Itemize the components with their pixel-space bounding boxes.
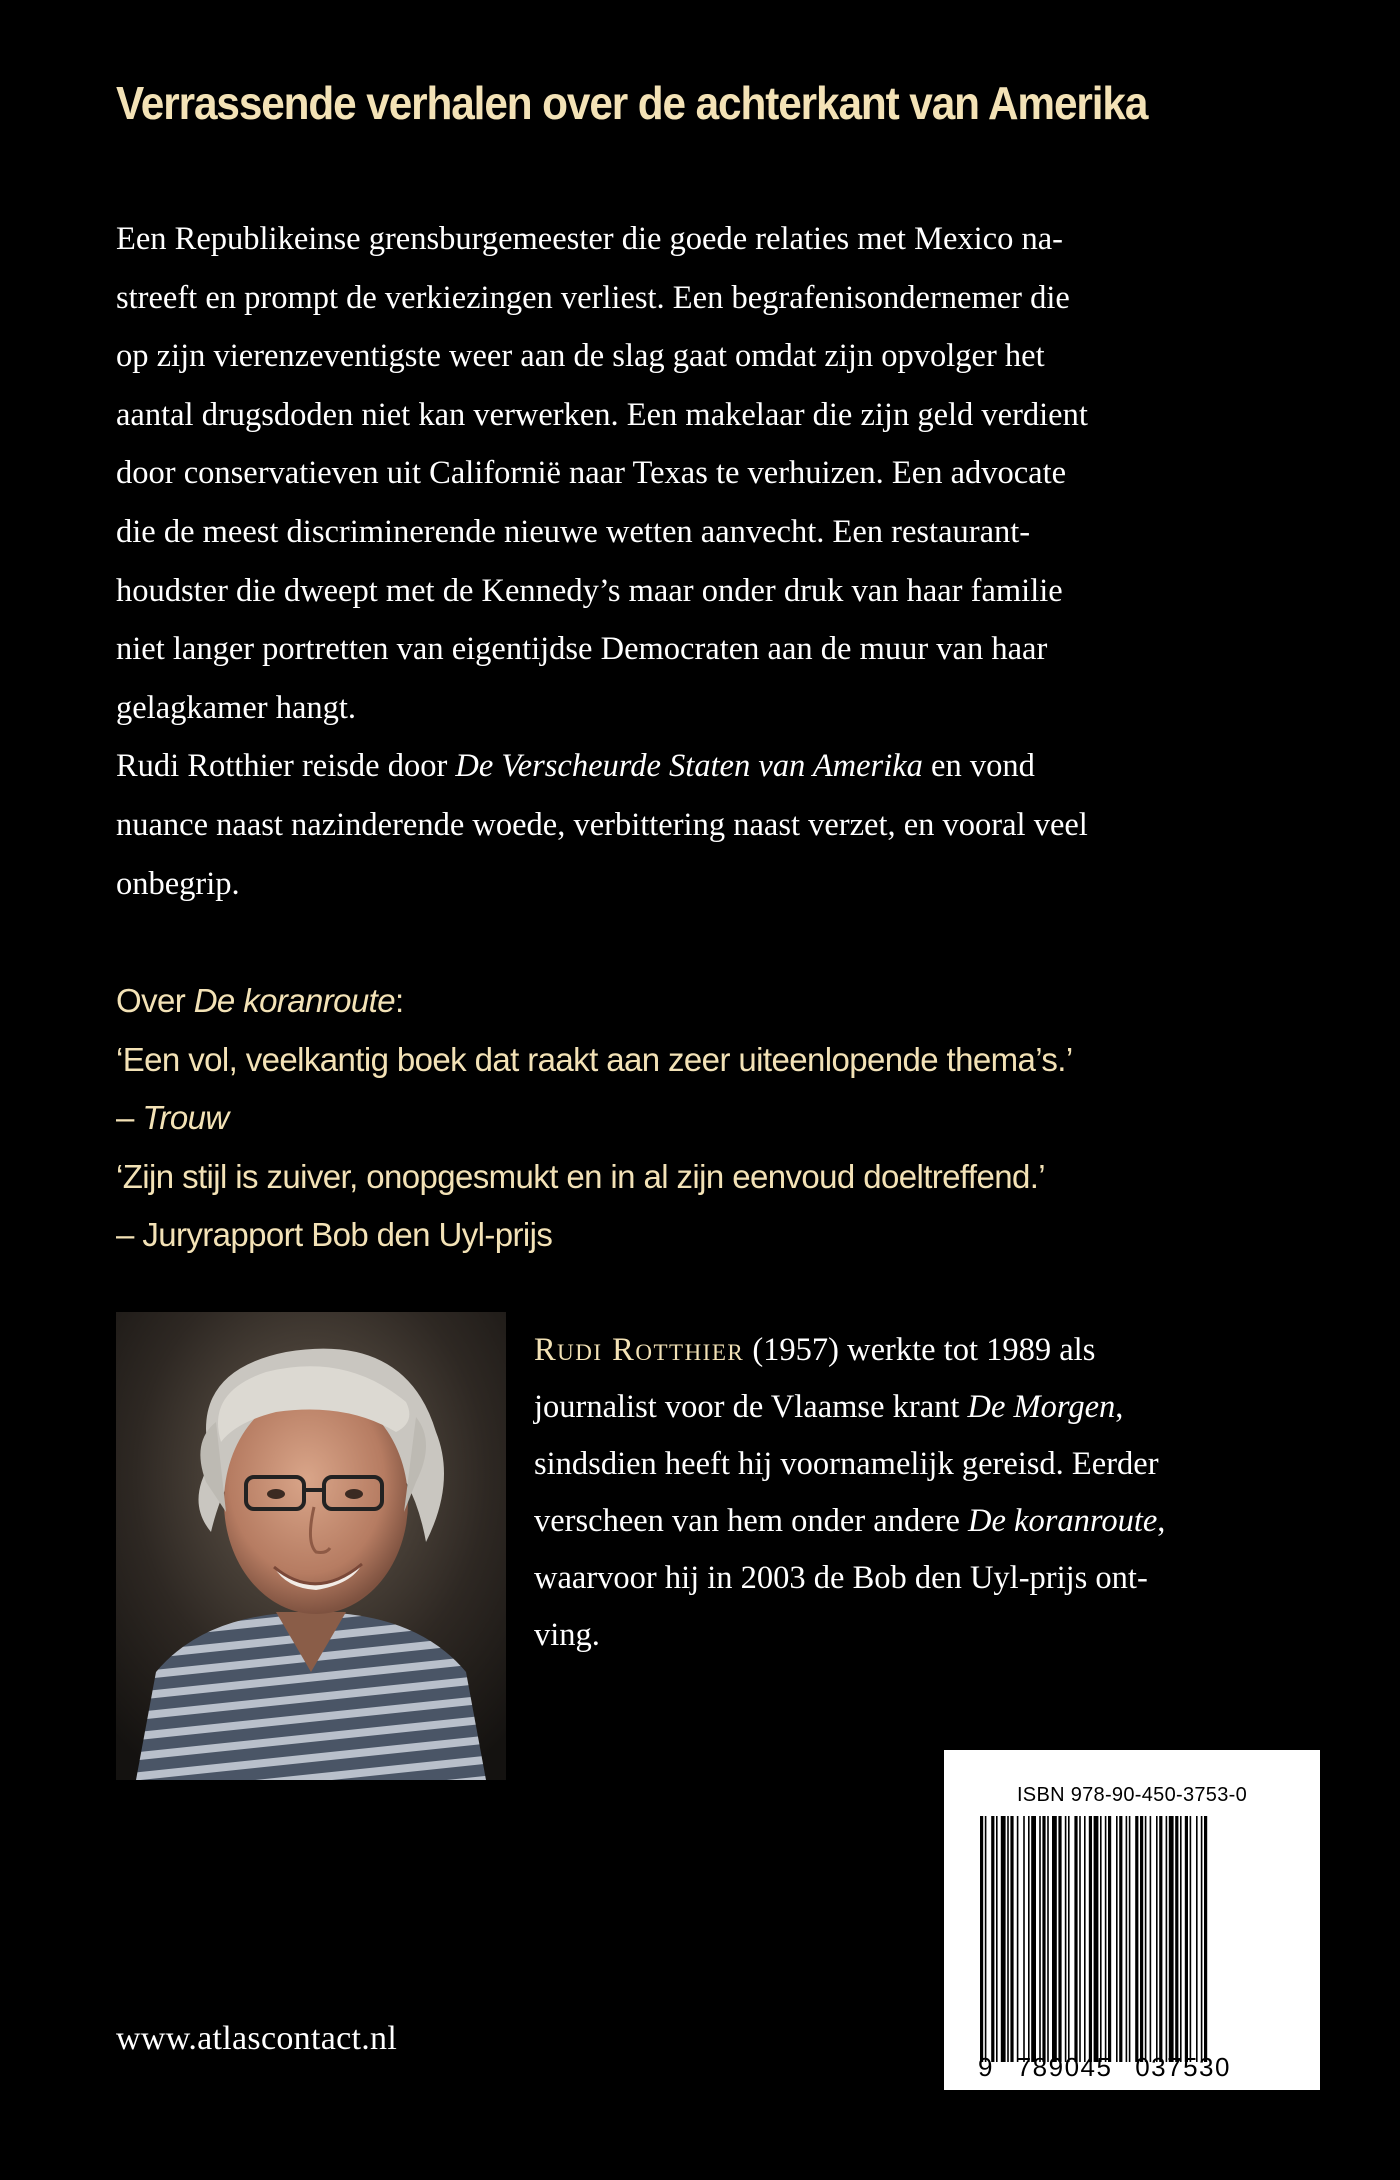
blurb-line: niet langer portretten van eigentijdse Democraten aan de muur van haar: [116, 631, 1048, 668]
blurb-text: [116, 210, 1316, 913]
blurb-line: aantal drugsdoden niet kan verwerken. Een makelaar die zijn geld verdient: [116, 396, 1088, 433]
author-portrait-illustration: [116, 1312, 506, 1780]
barcode-bar: [1079, 1816, 1081, 2062]
barcode-digits: [978, 2052, 1298, 2083]
barcode-bar: [996, 1816, 998, 2062]
barcode-bar: [1201, 1816, 1203, 2062]
barcode-bars: [980, 1816, 1284, 2062]
bio-line: sindsdien heeft hij voornamelijk gereisd. Eerder: [534, 1446, 1159, 1482]
barcode-digit-first: 9: [978, 2052, 994, 2082]
barcode-bar: [1145, 1816, 1147, 2062]
barcode-bar: [985, 1816, 987, 2062]
barcode-digit-group: 037530: [1135, 2052, 1231, 2082]
quote-source: – Juryrapport Bob den Uyl-prijs: [116, 1216, 553, 1254]
bio-line: [534, 1322, 1314, 1379]
barcode-bar: [1190, 1816, 1192, 2062]
blurb-line: streeft en prompt de verkiezingen verliest. Een begrafenisondernemer die: [116, 279, 1070, 316]
barcode-digit-group: 789045: [1016, 2052, 1113, 2082]
barcode-bar: [1169, 1816, 1174, 2062]
barcode-bar: [980, 1816, 983, 2062]
quote-source: [116, 1089, 1316, 1148]
barcode-bar: [1105, 1816, 1107, 2062]
barcode-bar: [1196, 1816, 1198, 2062]
barcode-bar: [991, 1816, 994, 2062]
quotes-intro-prefix: Over: [116, 982, 194, 1019]
bio-line: waarvoor hij in 2003 de Bob den Uyl-prijs ont-: [534, 1560, 1148, 1596]
barcode-bar: [1017, 1816, 1019, 2062]
blurb-para2-suffix: en vond: [922, 748, 1035, 785]
blurb-line: op zijn vierenzeventigste weer aan de slag gaat omdat zijn opvolger het: [116, 338, 1045, 375]
barcode-bar: [1129, 1816, 1131, 2062]
press-quotes: [116, 972, 1316, 1265]
book-title: De Verscheurde Staten van Amerika: [455, 748, 923, 785]
bio-line: [534, 1379, 1314, 1436]
quote-text: ‘Zijn stijl is zuiver, onopgesmukt en in al zijn eenvoud doeltreffend.’: [116, 1157, 1045, 1195]
barcode-bar: [1089, 1816, 1092, 2062]
barcode-bar: [1001, 1816, 1006, 2062]
barcode-panel: [944, 1750, 1320, 2090]
quote-source-name: Trouw: [142, 1099, 229, 1137]
quotes-intro-title: De koranroute: [193, 982, 396, 1019]
blurb-line: houdster die dweept met de Kennedy’s maar onder druk van haar familie: [116, 572, 1063, 609]
barcode-bar: [1084, 1816, 1086, 2062]
bio-line-prefix: verscheen van hem onder andere: [534, 1503, 969, 1539]
newspaper-title: De Morgen: [967, 1389, 1116, 1425]
barcode-bar: [1119, 1816, 1122, 2062]
barcode-bar: [1031, 1816, 1036, 2062]
barcode-bar: [1010, 1816, 1013, 2062]
blurb-para2-prefix: Rudi Rotthier reisde door: [116, 748, 456, 785]
bio-line-suffix: ,: [1157, 1503, 1166, 1539]
barcode-bar: [1135, 1816, 1138, 2062]
barcode-bar: [1068, 1816, 1070, 2062]
blurb-line: gelagkamer hangt.: [116, 689, 357, 726]
barcode-bar: [1156, 1816, 1158, 2062]
barcode-bar: [1180, 1816, 1182, 2062]
barcode-bar: [1007, 1816, 1009, 2062]
blurb-line: die de meest discriminerende nieuwe wetten aanvecht. Een restaurant-: [116, 513, 1031, 550]
author-photo: [116, 1312, 506, 1780]
bio-line-rest: (1957) werkte tot 1989 als: [744, 1332, 1096, 1368]
blurb-line: door conservatieven uit Californië naar Texas te verhuizen. Een advocate: [116, 455, 1067, 492]
barcode-bar: [1140, 1816, 1143, 2062]
bio-line: [534, 1493, 1314, 1550]
barcode-bar: [1058, 1816, 1061, 2062]
blurb-paragraph-2: [116, 737, 1316, 796]
barcode-bar: [1074, 1816, 1077, 2062]
headline: Verrassende verhalen over de achterkant van Amerika: [116, 77, 1148, 129]
author-name: Rudi Rotthier: [534, 1332, 745, 1368]
barcode-bar: [1052, 1816, 1057, 2062]
barcode-bar: [1150, 1816, 1152, 2062]
barcode-bar: [1175, 1816, 1178, 2062]
barcode-bar: [1028, 1816, 1030, 2062]
book-title: De koranroute: [968, 1503, 1158, 1539]
quotes-intro-suffix: :: [395, 982, 404, 1019]
barcode-bar: [1039, 1816, 1041, 2062]
barcode-bar: [1047, 1816, 1049, 2062]
barcode-bar: [1116, 1816, 1118, 2062]
barcode-bar: [1094, 1816, 1099, 2062]
barcode-bar: [1204, 1816, 1207, 2062]
blurb-line: onbegrip.: [116, 865, 240, 902]
bio-line: ving.: [534, 1617, 600, 1653]
isbn-label: ISBN 978-90-450-3753-0: [1016, 1784, 1248, 1806]
barcode-bar: [1023, 1816, 1025, 2062]
barcode-bar: [1100, 1816, 1102, 2062]
barcode-bar: [1166, 1816, 1168, 2062]
blurb-line: Een Republikeinse grensburgemeester die goede relaties met Mexico na-: [116, 221, 1063, 257]
barcode-bar: [1185, 1816, 1188, 2062]
barcode-bar: [1108, 1816, 1111, 2062]
barcode-bar: [1042, 1816, 1045, 2062]
barcode-bar: [1065, 1816, 1067, 2062]
quote-source-dash: –: [116, 1099, 143, 1137]
bio-line-suffix: ,: [1115, 1389, 1124, 1425]
bio-line-prefix: journalist voor de Vlaamse krant: [534, 1389, 968, 1425]
blurb-line: nuance naast nazinderende woede, verbittering naast verzet, en vooral veel: [116, 806, 1088, 843]
barcode-bar: [1126, 1816, 1128, 2062]
quotes-intro: [116, 972, 1316, 1031]
quote-text: ‘Een vol, veelkantig boek dat raakt aan zeer uiteenlopende thema’s.’: [116, 1040, 1073, 1078]
publisher-website: www.atlascontact.nl: [116, 2020, 398, 2057]
barcode-bar: [1159, 1816, 1162, 2062]
author-bio: [534, 1322, 1314, 1664]
